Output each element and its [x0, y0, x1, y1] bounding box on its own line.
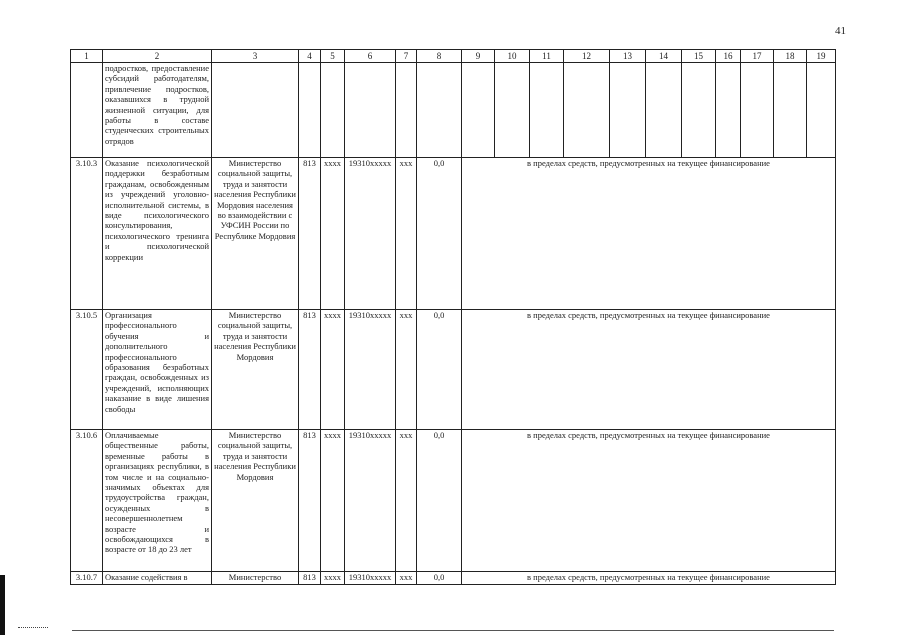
scan-edge-mark	[0, 575, 5, 635]
col-header: 13	[610, 50, 646, 63]
executor: Министерство	[212, 572, 299, 585]
cell-vr: ххх	[396, 572, 417, 585]
cell-rzpr: хххх	[321, 430, 345, 572]
activity-description: Оказание содействия в	[103, 572, 212, 585]
cell-rzpr: хххх	[321, 158, 345, 310]
table-row	[71, 63, 836, 158]
cell-vr	[396, 63, 417, 158]
executor: Министерство социальной защиты, труда и занятости населения Республики Мордовия	[212, 310, 299, 430]
activity-description: подростков, предоставление субсидий работодателям, привлечение подростков, оказавшихся в трудной жизненной ситуации, для работы в составе студенческих строительных отрядов	[103, 63, 212, 158]
empty-cell	[646, 63, 682, 158]
financing-note: в пределах средств, предусмотренных на текущее финансирование	[462, 430, 836, 572]
cell-csr	[345, 63, 396, 158]
cell-amount: 0,0	[417, 430, 462, 572]
row-number: 3.10.7	[71, 572, 103, 585]
col-header: 15	[682, 50, 716, 63]
col-header: 19	[807, 50, 836, 63]
col-header: 3	[212, 50, 299, 63]
executor: Министерство социальной защиты, труда и занятости населения Республики Мордовия	[212, 430, 299, 572]
row-number: 3.10.5	[71, 310, 103, 430]
col-header: 17	[741, 50, 774, 63]
financing-note: в пределах средств, предусмотренных на текущее финансирование	[462, 572, 836, 585]
col-header: 1	[71, 50, 103, 63]
col-header: 12	[564, 50, 610, 63]
row-number	[71, 63, 103, 158]
table-row	[71, 430, 836, 572]
col-header: 4	[299, 50, 321, 63]
table-row	[71, 310, 836, 430]
cell-grbs: 813	[299, 158, 321, 310]
activity-description: Оказание психологической поддержки безработным гражданам, освобожденным из учреждений уголовно-исполнительной системы, в виде психологического консультирования, психологического тренинга и психологической коррекции	[103, 158, 212, 310]
col-header: 6	[345, 50, 396, 63]
activity-description: Оплачиваемые общественные работы, временные работы в организациях республики, в том числе и на социально-значимых объектах для трудоустройства граждан, осужденных в несовершеннолетнем возрасте и освобождающихся в возрасте от 18 до 23 лет	[103, 430, 212, 572]
empty-cell	[774, 63, 807, 158]
page-number: 41	[835, 25, 846, 37]
cell-grbs: 813	[299, 572, 321, 585]
cell-vr: ххх	[396, 158, 417, 310]
col-header: 9	[462, 50, 495, 63]
cell-grbs: 813	[299, 430, 321, 572]
col-header: 11	[530, 50, 564, 63]
table-row	[71, 572, 836, 585]
cell-rzpr: хххх	[321, 572, 345, 585]
cell-rzpr	[321, 63, 345, 158]
executor	[212, 63, 299, 158]
scan-edge-dash	[18, 627, 48, 628]
col-header: 16	[716, 50, 741, 63]
empty-cell	[564, 63, 610, 158]
cell-grbs	[299, 63, 321, 158]
column-number-row	[71, 50, 836, 63]
col-header: 7	[396, 50, 417, 63]
cell-csr: 19310ххххх	[345, 310, 396, 430]
row-number: 3.10.3	[71, 158, 103, 310]
empty-cell	[495, 63, 530, 158]
cell-amount: 0,0	[417, 158, 462, 310]
program-table	[70, 49, 836, 585]
cell-vr: ххх	[396, 430, 417, 572]
empty-cell	[610, 63, 646, 158]
empty-cell	[462, 63, 495, 158]
empty-cell	[807, 63, 836, 158]
empty-cell	[682, 63, 716, 158]
empty-cell	[716, 63, 741, 158]
cell-csr: 19310ххххх	[345, 430, 396, 572]
cell-csr: 19310ххххх	[345, 158, 396, 310]
page-bottom-rule	[72, 630, 834, 631]
table-row	[71, 158, 836, 310]
empty-cell	[741, 63, 774, 158]
col-header: 5	[321, 50, 345, 63]
col-header: 14	[646, 50, 682, 63]
col-header: 8	[417, 50, 462, 63]
col-header: 18	[774, 50, 807, 63]
empty-cell	[530, 63, 564, 158]
row-number: 3.10.6	[71, 430, 103, 572]
activity-description: Организация профессионального обучения и дополнительного профессионального образования безработных граждан, освобожденных из учреждений, исполняющих наказание в виде лишения свободы	[103, 310, 212, 430]
cell-grbs: 813	[299, 310, 321, 430]
financing-note: в пределах средств, предусмотренных на текущее финансирование	[462, 158, 836, 310]
col-header: 10	[495, 50, 530, 63]
financing-note: в пределах средств, предусмотренных на текущее финансирование	[462, 310, 836, 430]
cell-rzpr: хххх	[321, 310, 345, 430]
cell-vr: ххх	[396, 310, 417, 430]
cell-amount: 0,0	[417, 572, 462, 585]
cell-csr: 19310ххххх	[345, 572, 396, 585]
cell-amount: 0,0	[417, 310, 462, 430]
col-header: 2	[103, 50, 212, 63]
executor: Министерство социальной защиты, труда и занятости населения Республики Мордовия населения во взаимодействии с УФСИН России по Республике Мордовия	[212, 158, 299, 310]
cell-amount	[417, 63, 462, 158]
